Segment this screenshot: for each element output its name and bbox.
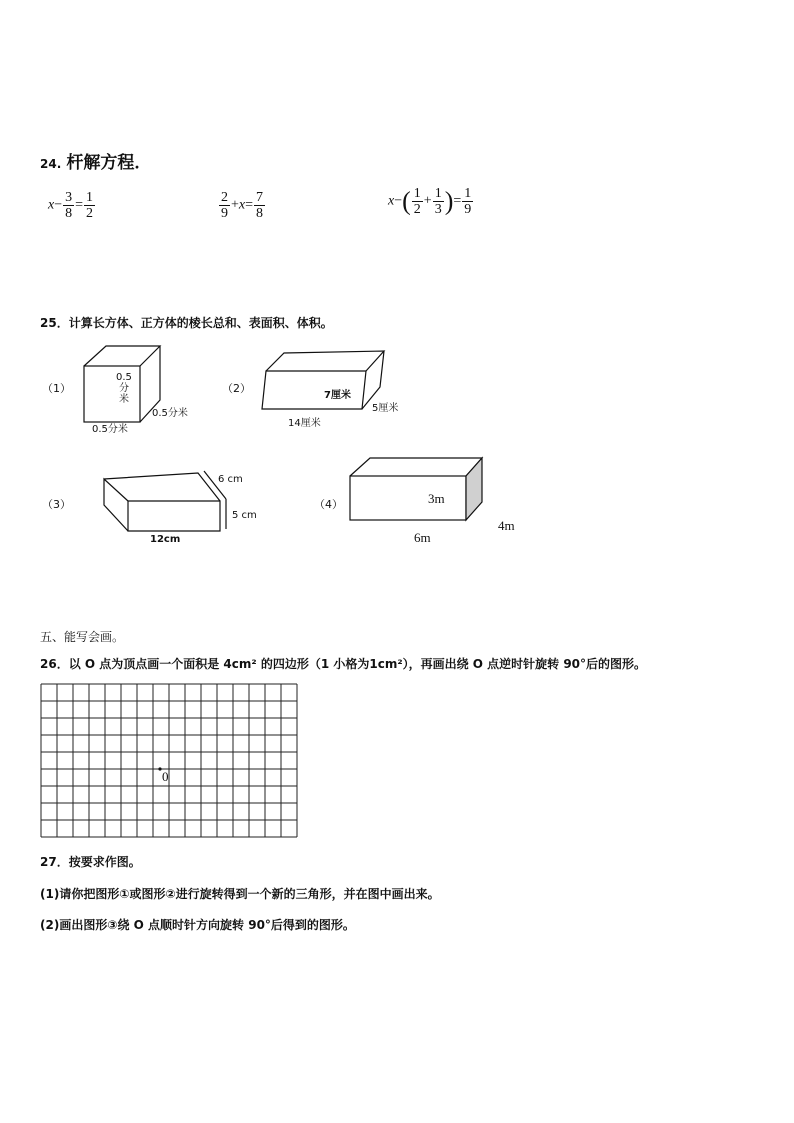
eq2-equals: = xyxy=(245,197,254,213)
fig4-length-label: 6m xyxy=(414,530,431,545)
fig2-height-label: 7厘米 xyxy=(324,390,351,401)
eq1-fraction-1: $\frac{3}{8}$ xyxy=(65,190,73,221)
eq3-fraction-2: $\frac{1}{3}$ xyxy=(434,186,442,217)
cuboid3-top-face xyxy=(104,473,220,501)
section5-title: 五、能写会画。 xyxy=(40,630,125,644)
fig1-number: （1） xyxy=(42,382,71,395)
equation-3 xyxy=(388,186,474,217)
fig1-width-label: 0.5分米 xyxy=(92,424,128,435)
q24-heading xyxy=(40,148,151,173)
cube-top-face xyxy=(84,346,160,366)
eq2-fraction-1: $\frac{2}{9}$ xyxy=(221,190,228,221)
cuboid4-front-face xyxy=(350,476,466,520)
q27-instruction-1: (1)请你把图形①或图形②进行旋转得到一个新的三角形，并在图中画出来。 xyxy=(40,887,440,901)
q26-title: 26．以 O 点为顶点画一个面积是 4cm² 的四边形（1 小格为1cm²），再画出绕 O 点逆时针旋转 90°后的图形。 xyxy=(40,657,647,671)
cuboid3-side-face xyxy=(104,479,128,531)
eq1-fraction-2: $\frac{1}{2}$ xyxy=(86,190,94,221)
cuboid4-side-face xyxy=(466,458,482,520)
fig4-height-label: 3m xyxy=(428,491,445,506)
equation-2 xyxy=(218,190,266,221)
eq1-var: x xyxy=(48,197,55,213)
cuboid-figure-4 xyxy=(346,456,486,526)
eq3-plus: + xyxy=(423,193,432,209)
cuboid-figure-2 xyxy=(258,345,388,415)
q27-title: 27．按要求作图。 xyxy=(40,855,141,869)
q27-instruction-2: (2)画出图形③绕 O 点顺时针方向旋转 90°后得到的图形。 xyxy=(40,918,355,932)
fig3-number: （3） xyxy=(42,498,71,511)
fig4-depth-label: 4m xyxy=(498,518,515,533)
q24-number: 24. xyxy=(40,157,62,171)
eq1-equals: = xyxy=(75,197,84,213)
point-o-label: 0 xyxy=(162,769,169,784)
fig1-height-label: 0.5 分 米 xyxy=(116,372,132,405)
eq3-fraction-1: $\frac{1}{2}$ xyxy=(413,186,421,217)
eq3-equals: = xyxy=(453,193,462,209)
fig4-number: （4） xyxy=(314,498,343,511)
eq2-var: x xyxy=(238,197,246,213)
fig2-number: （2） xyxy=(222,382,251,395)
eq2-plus: + xyxy=(231,197,239,213)
q25-title: 25．计算长方体、正方体的棱长总和、表面积、体积。 xyxy=(40,316,333,330)
fig2-depth-label: 5厘米 xyxy=(372,403,399,414)
equation-1 xyxy=(48,190,96,221)
fig3-height-label: 5 cm xyxy=(232,510,257,521)
fig1-depth-label: 0.5分米 xyxy=(152,408,188,419)
fig2-length-label: 14厘米 xyxy=(288,418,321,429)
eq3-right-paren: ) xyxy=(444,186,454,216)
cuboid4-top-face xyxy=(350,458,482,476)
q26-grid xyxy=(40,683,300,840)
fig3-depth-label: 6 cm xyxy=(218,474,243,485)
eq3-minus: − xyxy=(394,193,403,209)
eq2-fraction-2: $\frac{7}{8}$ xyxy=(256,190,264,221)
cuboid3-front-face xyxy=(128,501,220,531)
eq3-var: x xyxy=(388,193,395,209)
eq1-minus: − xyxy=(54,197,63,213)
cuboid2-top-face xyxy=(266,351,384,371)
fig3-length-label: 12cm xyxy=(150,534,181,545)
q24-title: 杆解方程． xyxy=(66,153,152,173)
eq3-left-paren: ( xyxy=(402,186,411,216)
eq3-fraction-3: $\frac{1}{9}$ xyxy=(464,186,472,217)
